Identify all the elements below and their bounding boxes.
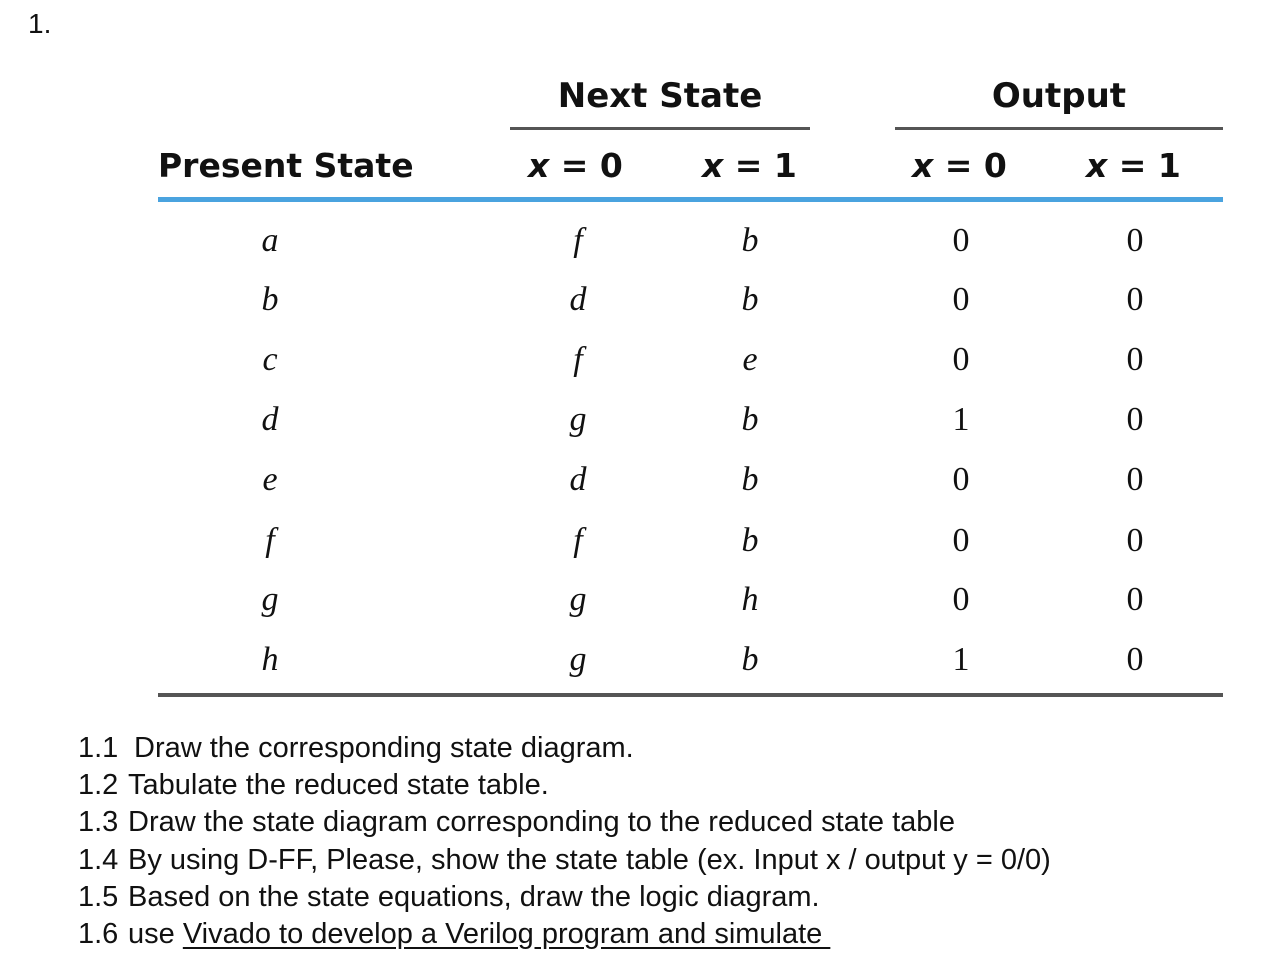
instruction-text: Draw the state diagram corresponding to the reduced state table — [128, 806, 955, 839]
instruction-number: 1.5 — [78, 880, 119, 913]
next-state-x0-cell: g — [569, 581, 587, 618]
instruction-item — [78, 842, 1051, 879]
header-divider — [158, 197, 1223, 202]
instruction-list — [78, 730, 1051, 953]
next-state-group-header: Next State — [557, 76, 763, 116]
instruction-number: 1.4 — [78, 843, 119, 876]
instruction-text: Tabulate the reduced state table. — [128, 769, 549, 802]
instruction-item — [78, 730, 1051, 767]
next-state-x1-cell: b — [741, 281, 759, 318]
instruction-text: Based on the state equations, draw the logic diagram. — [128, 880, 820, 913]
output-x1-cell: 0 — [1126, 581, 1144, 618]
output-x0-cell: 0 — [952, 341, 970, 378]
instruction-item — [78, 916, 1051, 953]
next-state-x0-cell: g — [569, 401, 587, 438]
output-x0-cell: 0 — [952, 581, 970, 618]
output-x0-cell: 0 — [952, 461, 970, 498]
instruction-number: 1.1 — [78, 732, 119, 764]
header-value: = 1 — [723, 146, 797, 185]
next-state-x0-cell: f — [573, 522, 583, 559]
present-state-header: Present State — [158, 146, 414, 185]
present-state-cell: h — [261, 641, 279, 678]
next-state-x0-cell: f — [573, 341, 583, 378]
header-value: = 0 — [549, 146, 623, 185]
header-variable: x — [1086, 146, 1108, 185]
instruction-text: use — [128, 918, 183, 951]
next-x1-header — [702, 146, 797, 186]
instruction-number: 1.2 — [78, 769, 119, 802]
instruction-text: By using D-FF, Please, show the state table (ex. Input x / output y = 0/0) — [128, 843, 1051, 876]
next-state-x1-cell: e — [742, 341, 758, 378]
output-x0-cell: 0 — [952, 522, 970, 559]
output-x1-cell: 0 — [1126, 522, 1144, 559]
header-value: = 1 — [1107, 146, 1181, 185]
next-state-x1-cell: h — [741, 581, 759, 618]
out-x1-header — [1086, 146, 1181, 186]
problem-number: 1. — [28, 8, 52, 39]
instruction-text: Draw the corresponding state diagram. — [134, 732, 634, 764]
output-x0-cell: 0 — [952, 222, 970, 259]
header-variable: x — [912, 146, 934, 185]
header-variable: x — [528, 146, 550, 185]
instruction-text-underlined: Vivado to develop a Verilog program and simulate — [182, 918, 831, 951]
header-variable: x — [702, 146, 724, 185]
output-rule — [895, 127, 1223, 130]
present-state-cell: g — [261, 581, 279, 618]
instruction-item — [78, 804, 1051, 841]
next-state-x1-cell: b — [741, 461, 759, 498]
instruction-item — [78, 767, 1051, 804]
next-state-x0-cell: f — [573, 222, 583, 259]
next-x0-header — [528, 146, 623, 186]
table-bottom-rule — [158, 693, 1223, 697]
next-state-x0-cell: d — [569, 281, 587, 318]
output-x1-cell: 0 — [1126, 341, 1144, 378]
output-x0-cell: 1 — [952, 401, 970, 438]
instruction-number: 1.3 — [78, 806, 119, 839]
header-value: = 0 — [933, 146, 1007, 185]
present-state-cell: d — [261, 401, 279, 438]
present-state-cell: c — [262, 341, 278, 378]
next-state-x1-cell: b — [741, 522, 759, 559]
next-state-x0-cell: g — [569, 641, 587, 678]
output-x1-cell: 0 — [1126, 641, 1144, 678]
present-state-cell: f — [265, 522, 275, 559]
present-state-cell: b — [261, 281, 279, 318]
output-x0-cell: 0 — [952, 281, 970, 318]
next-state-x1-cell: b — [741, 222, 759, 259]
next-state-x0-cell: d — [569, 461, 587, 498]
instruction-number: 1.6 — [78, 918, 119, 951]
output-group-header: Output — [991, 76, 1127, 116]
output-x1-cell: 0 — [1126, 461, 1144, 498]
output-x1-cell: 0 — [1126, 281, 1144, 318]
out-x0-header — [912, 146, 1007, 186]
next-state-rule — [510, 127, 810, 130]
next-state-x1-cell: b — [741, 641, 759, 678]
present-state-cell: a — [261, 222, 279, 259]
output-x1-cell: 0 — [1126, 222, 1144, 259]
next-state-x1-cell: b — [741, 401, 759, 438]
present-state-cell: e — [262, 461, 278, 498]
output-x1-cell: 0 — [1126, 401, 1144, 438]
instruction-item — [78, 879, 1051, 916]
output-x0-cell: 1 — [952, 641, 970, 678]
